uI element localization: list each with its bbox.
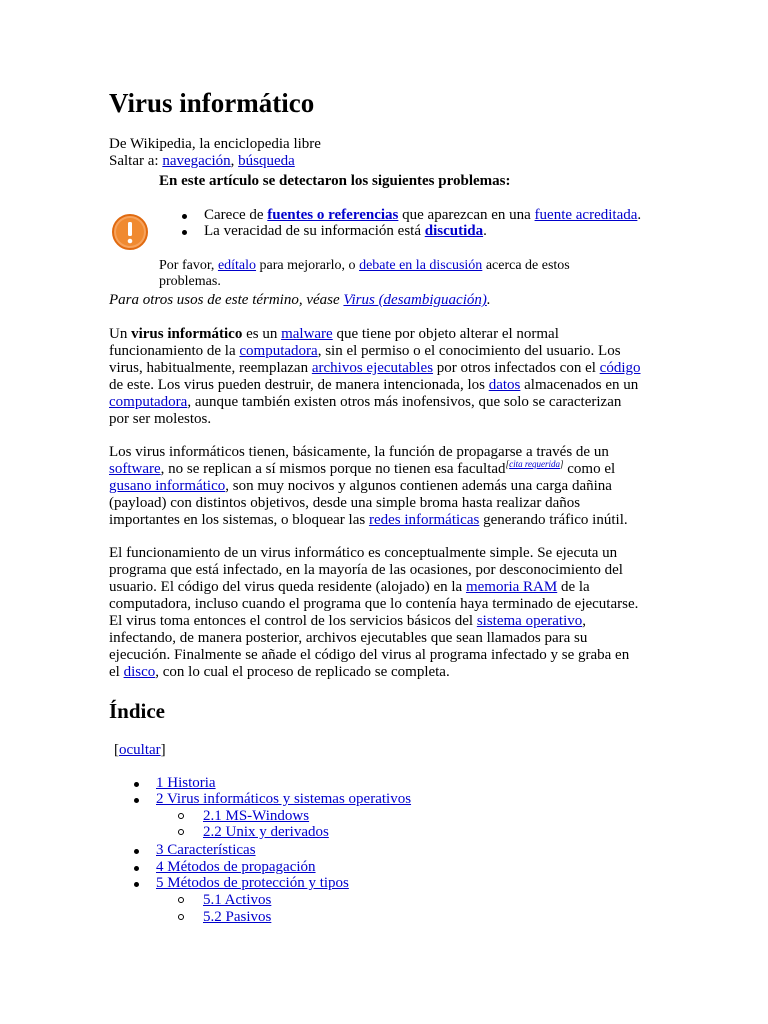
text: (payload) con distintos objetivos, desde una simple broma hasta realizar daños bbox=[109, 495, 581, 511]
toc-link-caracteristicas[interactable]: 3 Características bbox=[156, 842, 256, 858]
disambiguation-link[interactable]: Virus (desambiguación) bbox=[343, 292, 487, 308]
disambiguation-note bbox=[109, 292, 491, 309]
computadora-link-2[interactable]: computadora bbox=[109, 394, 188, 410]
bracket: ] bbox=[160, 742, 166, 758]
codigo-link[interactable]: código bbox=[599, 360, 641, 376]
citation-needed bbox=[506, 459, 564, 469]
bullet-icon bbox=[134, 798, 139, 803]
toc-item bbox=[156, 842, 256, 859]
references-link[interactable]: fuentes o referencias bbox=[267, 207, 399, 223]
text: de este. Los virus pueden destruir, de manera intencionada, los bbox=[109, 377, 489, 393]
toc-item bbox=[156, 859, 316, 876]
notice-footer-end: problemas. bbox=[159, 274, 221, 289]
jump-links bbox=[109, 153, 295, 170]
item-text: La veracidad de su información está bbox=[204, 223, 425, 239]
warning-icon bbox=[110, 212, 150, 252]
toc-link-historia[interactable]: 1 Historia bbox=[156, 775, 216, 791]
jump-search-link[interactable]: búsqueda bbox=[238, 153, 295, 169]
text: Los virus informáticos tienen, básicamente, la función de propagarse a través de un bbox=[109, 444, 609, 460]
toc-subitem bbox=[203, 892, 271, 909]
toc-link-unix[interactable]: 2.2 Unix y derivados bbox=[203, 824, 329, 840]
text: programa que está infectado, en la mayoría de las ocasiones, por desconocimiento del bbox=[109, 562, 623, 578]
footer-text: acerca de estos bbox=[482, 258, 570, 273]
notice-item-references bbox=[204, 207, 641, 224]
software-link[interactable]: software bbox=[109, 461, 161, 477]
toc-item bbox=[156, 775, 216, 792]
text: computadora, incluso cuando el programa que lo contenía haya terminado de ejecutarse. bbox=[109, 596, 639, 612]
circle-bullet-icon bbox=[178, 829, 184, 835]
toc-hide-link[interactable]: ocultar bbox=[119, 742, 161, 758]
toc-heading: Índice bbox=[109, 699, 166, 723]
circle-bullet-icon bbox=[178, 914, 184, 920]
notice-title: En este artículo se detectaron los siguientes problemas: bbox=[159, 173, 511, 189]
executables-link[interactable]: archivos ejecutables bbox=[311, 360, 434, 376]
item-text: . bbox=[637, 207, 642, 223]
toc-link-activos[interactable]: 5.1 Activos bbox=[203, 892, 272, 908]
text: Un bbox=[109, 326, 132, 342]
text: que tiene por objeto alterar el normal bbox=[332, 326, 559, 342]
bullet-icon bbox=[134, 882, 139, 887]
discussion-link[interactable]: debate en la discusión bbox=[359, 258, 483, 273]
jump-separator: , bbox=[230, 153, 239, 169]
text: , bbox=[582, 613, 586, 629]
disputed-link[interactable]: discutida bbox=[424, 223, 484, 239]
worm-link[interactable]: gusano informático bbox=[109, 478, 226, 494]
text: de la bbox=[557, 579, 590, 595]
disambig-text: Para otros usos de este término, véase bbox=[109, 292, 344, 308]
jump-prefix: Saltar a: bbox=[109, 153, 163, 169]
text: importantes en los sistemas, o bloquear las bbox=[109, 512, 369, 528]
text: como el bbox=[563, 461, 616, 477]
bracket: [ bbox=[505, 459, 510, 469]
bullet-icon bbox=[134, 782, 139, 787]
item-text: que aparezcan en una bbox=[398, 207, 535, 223]
circle-bullet-icon bbox=[178, 813, 184, 819]
networks-link[interactable]: redes informáticas bbox=[368, 512, 480, 528]
bracket: ] bbox=[559, 459, 564, 469]
text: es un bbox=[242, 326, 282, 342]
text: el bbox=[109, 664, 124, 680]
toc-item bbox=[156, 791, 411, 808]
toc-link-proteccion[interactable]: 5 Métodos de protección y tipos bbox=[156, 875, 349, 891]
toc-subitem bbox=[203, 808, 309, 825]
item-text: . bbox=[483, 223, 487, 239]
text: usuario. El código del virus queda residente (alojado) en la bbox=[109, 579, 466, 595]
term-bold: virus informático bbox=[131, 326, 243, 342]
toc-link-windows[interactable]: 2.1 MS-Windows bbox=[203, 808, 310, 824]
page-title: Virus informático bbox=[109, 88, 315, 118]
text: , aunque también existen otros más inofensivos, que solo se caracterizan bbox=[187, 394, 622, 410]
disk-link[interactable]: disco bbox=[123, 664, 156, 680]
toc-link-propagacion[interactable]: 4 Métodos de propagación bbox=[156, 859, 316, 875]
text: infectando, de manera posterior, archivos ejecutables que sean llamados para su bbox=[109, 630, 588, 646]
toc-subitem bbox=[203, 824, 329, 841]
citation-needed-link[interactable]: cita requerida bbox=[509, 459, 560, 469]
bracket: [ bbox=[114, 742, 119, 758]
text: ejecución. Finalmente se añade el código del virus al programa infectado y se graba en bbox=[109, 647, 630, 663]
disambig-text: . bbox=[486, 292, 491, 308]
ram-link[interactable]: memoria RAM bbox=[465, 579, 558, 595]
text: , no se replican a sí mismos porque no tienen esa facultad bbox=[160, 461, 506, 477]
datos-link[interactable]: datos bbox=[488, 377, 521, 393]
bullet-icon bbox=[182, 214, 187, 219]
text: , son muy nocivos y algunos contienen además una carga dañina bbox=[225, 478, 612, 494]
toc-link-os[interactable]: 2 Virus informáticos y sistemas operativos bbox=[156, 791, 412, 807]
footer-text: Por favor, bbox=[159, 258, 218, 273]
text: por otros infectados con el bbox=[433, 360, 600, 376]
text: El virus toma entonces el control de los servicios básicos del bbox=[109, 613, 477, 629]
notice-item-disputed bbox=[204, 223, 487, 240]
computadora-link[interactable]: computadora bbox=[239, 343, 318, 359]
toc-link-pasivos[interactable]: 5.2 Pasivos bbox=[203, 909, 272, 925]
bullet-icon bbox=[134, 866, 139, 871]
os-link[interactable]: sistema operativo bbox=[476, 613, 583, 629]
edit-link[interactable]: edítalo bbox=[217, 258, 257, 273]
text: virus, habitualmente, reemplazan bbox=[109, 360, 312, 376]
text: , sin el permiso o el conocimiento del usuario. Los bbox=[317, 343, 621, 359]
toc-item bbox=[156, 875, 349, 892]
circle-bullet-icon bbox=[178, 897, 184, 903]
bullet-icon bbox=[182, 230, 187, 235]
text: generando tráfico inútil. bbox=[479, 512, 628, 528]
text: almacenados en un bbox=[520, 377, 639, 393]
bullet-icon bbox=[134, 849, 139, 854]
text: El funcionamiento de un virus informático es conceptualmente simple. Se ejecuta un bbox=[109, 545, 618, 561]
tagline: De Wikipedia, la enciclopedia libre bbox=[109, 136, 321, 152]
notice-footer bbox=[159, 257, 570, 274]
text: por ser molestos. bbox=[109, 411, 212, 427]
footer-text: para mejorarlo, o bbox=[256, 258, 360, 273]
malware-link[interactable]: malware bbox=[281, 326, 333, 342]
toc-subitem bbox=[203, 909, 271, 926]
text: funcionamiento de la bbox=[109, 343, 240, 359]
reliable-source-link[interactable]: fuente acreditada bbox=[534, 207, 638, 223]
jump-navigation-link[interactable]: navegación bbox=[162, 153, 231, 169]
toc-toggle bbox=[114, 742, 166, 759]
item-text: Carece de bbox=[204, 207, 268, 223]
text: , con lo cual el proceso de replicado se completa. bbox=[155, 664, 450, 680]
